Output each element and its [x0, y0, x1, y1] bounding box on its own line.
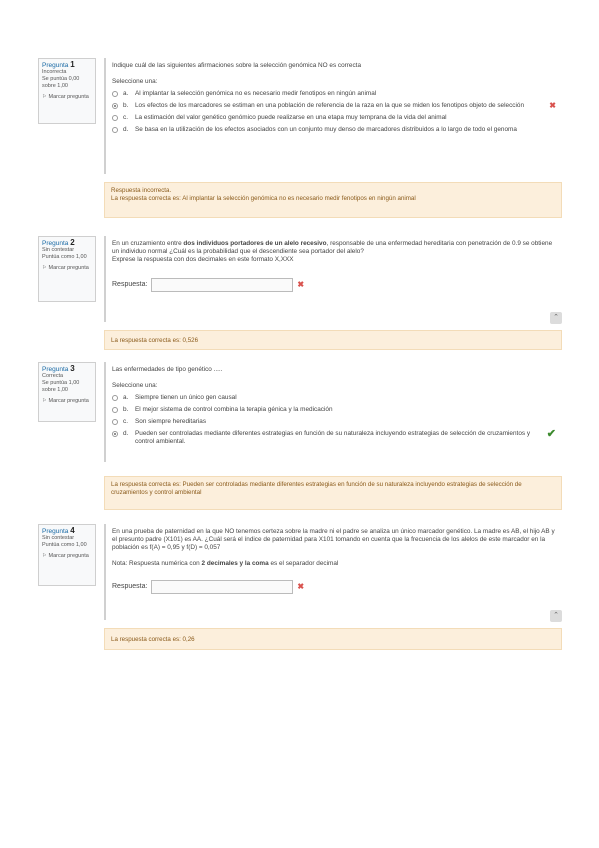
option-c[interactable]: c. Son siempre hereditarias: [112, 418, 556, 426]
flag-icon: ⚐: [42, 94, 47, 100]
correct-answer: La respuesta correcta es: Al implantar la selección genómica no es necesario medir fenotipos en ningún animal: [111, 195, 416, 202]
radio-button[interactable]: [112, 395, 118, 401]
question-state: Correcta: [42, 373, 64, 379]
flag-label: Marcar pregunta: [48, 94, 89, 100]
question-grade: Se puntúa 0,00 sobre 1,00: [42, 76, 80, 89]
question-label: Pregunta: [42, 528, 69, 535]
flag-icon: ⚐: [42, 398, 47, 404]
feedback-box: [104, 330, 562, 350]
question-number: 2: [70, 238, 75, 247]
radio-button[interactable]: [112, 91, 118, 97]
flag-icon: ⚐: [42, 265, 47, 271]
question-info: [38, 236, 96, 302]
flag-question-link[interactable]: [42, 265, 92, 272]
flag-label: Marcar pregunta: [48, 553, 89, 559]
question-label: Pregunta: [42, 366, 69, 373]
flag-label: Marcar pregunta: [48, 265, 89, 271]
option-b[interactable]: b. El mejor sistema de control combina la terapia génica y la medicación: [112, 406, 556, 414]
question-text: Las enfermedades de tipo genético .....: [112, 366, 223, 373]
flag-label: Marcar pregunta: [48, 398, 89, 404]
select-prompt: Seleccione una:: [112, 382, 158, 389]
select-prompt: Seleccione una:: [112, 78, 158, 85]
question-formulation: [104, 236, 562, 322]
correct-answer: La respuesta correcta es: 0,26: [111, 636, 195, 643]
radio-button-selected[interactable]: [112, 431, 118, 437]
flag-question-link[interactable]: [42, 94, 92, 101]
radio-button[interactable]: [112, 407, 118, 413]
question-grade: Puntúa como 1,00: [42, 542, 87, 548]
option-d[interactable]: d. Pueden ser controladas mediante diferentes estrategias en función de su naturaleza incluyendo estrategias de selección de cruzamientos y control ambiental. ✔: [112, 430, 556, 446]
radio-button-selected[interactable]: [112, 103, 118, 109]
question-formulation: [104, 58, 562, 174]
feedback-box: [104, 182, 562, 218]
option-c[interactable]: c. La estimación del valor genético genómico puede realizarse en una etapa muy temprana de la vida del animal: [112, 114, 556, 122]
radio-button[interactable]: [112, 115, 118, 121]
question-info: [38, 524, 96, 586]
answer-input[interactable]: [151, 580, 293, 594]
radio-button[interactable]: [112, 127, 118, 133]
answer-label: Respuesta:: [112, 583, 148, 590]
question-label: Pregunta: [42, 62, 69, 69]
question-number: 1: [70, 60, 75, 69]
question-info: [38, 58, 96, 124]
question-grade: Puntúa como 1,00: [42, 254, 87, 260]
flag-icon: ⚐: [42, 553, 47, 559]
cross-icon: ✖: [297, 582, 305, 591]
question-number: 4: [70, 526, 75, 535]
question-text: Indique cuál de las siguientes afirmaciones sobre la selección genómica NO es correcta: [112, 62, 362, 69]
flag-question-link[interactable]: [42, 398, 92, 405]
question-text: En un cruzamiento entre dos individuos portadores de un alelo recesivo, responsable de una enfermedad hereditaria con penetración de 0.9 se obtiene un individuo normal ¿Cuál es la probabilidad que el descendiente sea portador del alelo?: [112, 240, 553, 255]
answer-input[interactable]: [151, 278, 293, 292]
question-label: Pregunta: [42, 240, 69, 247]
question-grade: Se puntúa 1,00 sobre 1,00: [42, 380, 80, 393]
option-a[interactable]: a. Al implantar la selección genómica no es necesario medir fenotipos en ningún animal: [112, 90, 556, 98]
question-state: Sin contestar: [42, 247, 75, 253]
correct-answer: La respuesta correcta es: Pueden ser controladas mediante diferentes estrategias en función de su naturaleza incluyendo estrategias de selección de cruzamientos y control ambiental: [111, 481, 522, 496]
question-formulation: [104, 524, 562, 620]
format-instruction: Exprese la respuesta con dos decimales en este formato X,XXX: [112, 256, 294, 263]
cross-icon: ✖: [297, 280, 305, 289]
note-text: Nota: Respuesta numérica con 2 decimales y la coma es el separador decimal: [112, 560, 339, 567]
question-number: 3: [70, 364, 75, 373]
correct-answer: La respuesta correcta es: 0,526: [111, 337, 199, 344]
chevron-up-icon[interactable]: ⌃: [550, 610, 562, 622]
question-state: Sin contestar: [42, 535, 75, 541]
feedback-box: [104, 476, 562, 510]
option-a[interactable]: a. Siempre tienen un único gen causal: [112, 394, 556, 402]
question-formulation: [104, 362, 562, 462]
feedback-box: [104, 628, 562, 650]
question-state: Incorrecta: [42, 69, 67, 75]
cross-icon: ✖: [549, 101, 556, 110]
check-icon: ✔: [546, 428, 556, 440]
question-info: [38, 362, 96, 422]
answer-label: Respuesta:: [112, 281, 148, 288]
option-b[interactable]: b. Los efectos de los marcadores se estiman en una población de referencia de la raza en la que se miden los fenotipos objeto de selección ✖: [112, 102, 556, 110]
flag-question-link[interactable]: [42, 553, 92, 560]
chevron-up-icon[interactable]: ⌃: [550, 312, 562, 324]
feedback-title: Respuesta incorrecta.: [111, 187, 172, 194]
question-text: En una prueba de paternidad en la que NO tenemos certeza sobre la madre ni el padre se analiza un único marcador genético. La madre es AB, el hijo AB y el presunto padre (X101) es AA. ¿Cuál será el índice de paternidad para X101 tomando en cuenta que la frecuencia de los alelos de este marcador en la población es f(A) = 0,95 y f(D) = 0,057: [112, 528, 555, 551]
option-d[interactable]: d. Se basa en la utilización de los efectos asociados con un conjunto muy denso de marcadores distribuidos a lo largo de todo el genoma: [112, 126, 556, 134]
radio-button[interactable]: [112, 419, 118, 425]
